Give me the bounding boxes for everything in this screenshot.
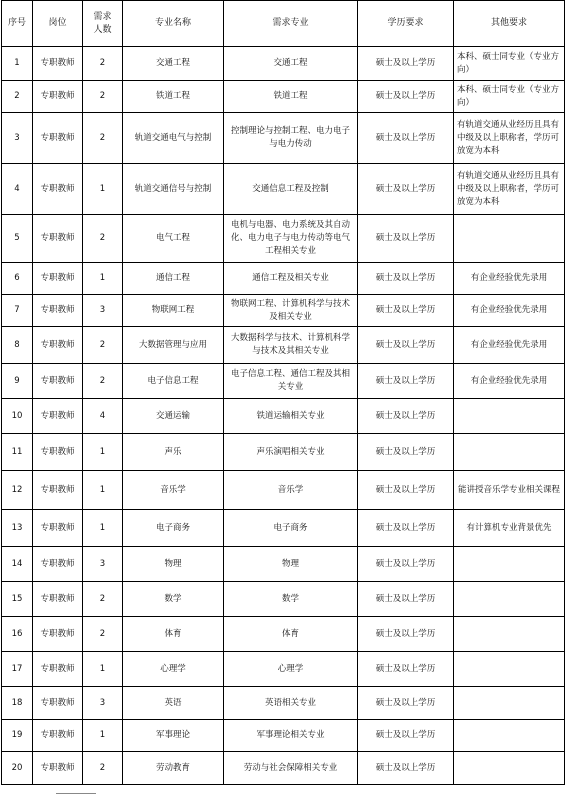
cell-education: 硕士及以上学历 (358, 752, 454, 785)
cell-seq: 8 (2, 327, 33, 364)
cell-education: 硕士及以上学历 (358, 81, 454, 113)
cell-count: 2 (83, 364, 123, 399)
header-other: 其他要求 (454, 1, 565, 47)
cell-major-name: 物理 (123, 547, 224, 582)
cell-seq: 20 (2, 752, 33, 785)
cell-post: 专职教师 (33, 327, 83, 364)
cell-education: 硕士及以上学历 (358, 113, 454, 164)
cell-post: 专职教师 (33, 399, 83, 434)
cell-count: 1 (83, 510, 123, 547)
page-edge-mark (56, 793, 96, 794)
cell-post: 专职教师 (33, 652, 83, 687)
cell-other (454, 434, 565, 471)
cell-education: 硕士及以上学历 (358, 471, 454, 510)
cell-required-major: 军事理论相关专业 (224, 720, 358, 752)
cell-major-name: 大数据管理与应用 (123, 327, 224, 364)
cell-other: 本科、硕士同专业（专业方向） (454, 47, 565, 81)
table-row (2, 652, 565, 687)
cell-required-major: 铁道工程 (224, 81, 358, 113)
cell-other: 能讲授音乐学专业相关课程 (454, 471, 565, 510)
cell-education: 硕士及以上学历 (358, 510, 454, 547)
table-row (2, 687, 565, 720)
cell-post: 专职教师 (33, 434, 83, 471)
cell-required-major: 英语相关专业 (224, 687, 358, 720)
cell-other (454, 547, 565, 582)
cell-post: 专职教师 (33, 263, 83, 295)
header-post: 岗位 (33, 1, 83, 47)
cell-seq: 10 (2, 399, 33, 434)
cell-other (454, 215, 565, 263)
cell-required-major: 大数据科学与技术、计算机科学与技术及其相关专业 (224, 327, 358, 364)
cell-required-major: 心理学 (224, 652, 358, 687)
cell-required-major: 物联网工程、计算机科学与技术及相关专业 (224, 295, 358, 327)
cell-other: 有企业经验优先录用 (454, 327, 565, 364)
cell-count: 1 (83, 164, 123, 215)
cell-required-major: 声乐演唱相关专业 (224, 434, 358, 471)
cell-post: 专职教师 (33, 364, 83, 399)
cell-seq: 1 (2, 47, 33, 81)
cell-major-name: 通信工程 (123, 263, 224, 295)
cell-post: 专职教师 (33, 582, 83, 617)
table-row (2, 295, 565, 327)
cell-required-major: 电子信息工程、通信工程及其相关专业 (224, 364, 358, 399)
cell-major-name: 铁道工程 (123, 81, 224, 113)
cell-seq: 11 (2, 434, 33, 471)
cell-post: 专职教师 (33, 113, 83, 164)
cell-other: 有企业经验优先录用 (454, 295, 565, 327)
table-row (2, 720, 565, 752)
cell-required-major: 电机与电器、电力系统及其自动化、电力电子与电力传动等电气工程相关专业 (224, 215, 358, 263)
cell-education: 硕士及以上学历 (358, 720, 454, 752)
cell-major-name: 电子信息工程 (123, 364, 224, 399)
cell-education: 硕士及以上学历 (358, 263, 454, 295)
cell-required-major: 电子商务 (224, 510, 358, 547)
cell-count: 3 (83, 687, 123, 720)
cell-count: 1 (83, 652, 123, 687)
cell-major-name: 声乐 (123, 434, 224, 471)
cell-count: 1 (83, 471, 123, 510)
cell-post: 专职教师 (33, 164, 83, 215)
cell-count: 1 (83, 434, 123, 471)
cell-other (454, 652, 565, 687)
cell-major-name: 交通运输 (123, 399, 224, 434)
table-row (2, 81, 565, 113)
cell-seq: 19 (2, 720, 33, 752)
cell-other: 有轨道交通从业经历且具有中级及以上职称者，学历可放宽为本科 (454, 113, 565, 164)
cell-post: 专职教师 (33, 752, 83, 785)
cell-post: 专职教师 (33, 215, 83, 263)
recruitment-table (1, 0, 565, 785)
cell-seq: 12 (2, 471, 33, 510)
cell-other: 有计算机专业背景优先 (454, 510, 565, 547)
cell-seq: 2 (2, 81, 33, 113)
cell-seq: 7 (2, 295, 33, 327)
cell-seq: 3 (2, 113, 33, 164)
cell-major-name: 心理学 (123, 652, 224, 687)
cell-seq: 13 (2, 510, 33, 547)
cell-count: 2 (83, 215, 123, 263)
cell-major-name: 体育 (123, 617, 224, 652)
table-row (2, 510, 565, 547)
cell-post: 专职教师 (33, 47, 83, 81)
cell-education: 硕士及以上学历 (358, 164, 454, 215)
cell-seq: 9 (2, 364, 33, 399)
cell-post: 专职教师 (33, 81, 83, 113)
cell-required-major: 劳动与社会保障相关专业 (224, 752, 358, 785)
cell-major-name: 交通工程 (123, 47, 224, 81)
cell-required-major: 物理 (224, 547, 358, 582)
cell-major-name: 电子商务 (123, 510, 224, 547)
table-body (2, 47, 565, 785)
header-seq: 序号 (2, 1, 33, 47)
cell-count: 1 (83, 720, 123, 752)
cell-other (454, 582, 565, 617)
cell-post: 专职教师 (33, 547, 83, 582)
cell-major-name: 劳动教育 (123, 752, 224, 785)
cell-education: 硕士及以上学历 (358, 547, 454, 582)
table-row (2, 752, 565, 785)
header-count: 需求人数 (83, 1, 123, 47)
cell-required-major: 数学 (224, 582, 358, 617)
table-row (2, 47, 565, 81)
cell-count: 2 (83, 81, 123, 113)
cell-seq: 14 (2, 547, 33, 582)
cell-other: 有企业经验优先录用 (454, 364, 565, 399)
cell-seq: 5 (2, 215, 33, 263)
cell-education: 硕士及以上学历 (358, 327, 454, 364)
table-row (2, 263, 565, 295)
cell-other: 有轨道交通从业经历且具有中级及以上职称者，学历可放宽为本科 (454, 164, 565, 215)
cell-major-name: 音乐学 (123, 471, 224, 510)
cell-major-name: 数学 (123, 582, 224, 617)
cell-required-major: 铁道运输相关专业 (224, 399, 358, 434)
table-row (2, 547, 565, 582)
cell-major-name: 轨道交通电气与控制 (123, 113, 224, 164)
cell-education: 硕士及以上学历 (358, 582, 454, 617)
cell-post: 专职教师 (33, 720, 83, 752)
cell-count: 2 (83, 113, 123, 164)
cell-major-name: 电气工程 (123, 215, 224, 263)
table-row (2, 215, 565, 263)
cell-other (454, 617, 565, 652)
cell-seq: 15 (2, 582, 33, 617)
cell-education: 硕士及以上学历 (358, 364, 454, 399)
cell-post: 专职教师 (33, 617, 83, 652)
cell-seq: 16 (2, 617, 33, 652)
cell-seq: 18 (2, 687, 33, 720)
cell-seq: 4 (2, 164, 33, 215)
header-required-major: 需求专业 (224, 1, 358, 47)
cell-seq: 6 (2, 263, 33, 295)
cell-required-major: 体育 (224, 617, 358, 652)
header-row (2, 1, 565, 47)
table-row (2, 364, 565, 399)
cell-other (454, 399, 565, 434)
cell-count: 2 (83, 617, 123, 652)
header-education: 学历要求 (358, 1, 454, 47)
cell-education: 硕士及以上学历 (358, 295, 454, 327)
cell-major-name: 物联网工程 (123, 295, 224, 327)
cell-count: 2 (83, 582, 123, 617)
cell-count: 3 (83, 547, 123, 582)
cell-seq: 17 (2, 652, 33, 687)
cell-post: 专职教师 (33, 295, 83, 327)
cell-count: 2 (83, 752, 123, 785)
cell-major-name: 军事理论 (123, 720, 224, 752)
table-row (2, 113, 565, 164)
cell-major-name: 轨道交通信号与控制 (123, 164, 224, 215)
cell-count: 1 (83, 263, 123, 295)
header-major-name: 专业名称 (123, 1, 224, 47)
table-row (2, 617, 565, 652)
table-row (2, 399, 565, 434)
cell-education: 硕士及以上学历 (358, 434, 454, 471)
cell-education: 硕士及以上学历 (358, 215, 454, 263)
cell-post: 专职教师 (33, 471, 83, 510)
cell-required-major: 交通工程 (224, 47, 358, 81)
table-row (2, 471, 565, 510)
cell-other (454, 752, 565, 785)
cell-count: 2 (83, 327, 123, 364)
cell-education: 硕士及以上学历 (358, 399, 454, 434)
cell-required-major: 控制理论与控制工程、电力电子与电力传动 (224, 113, 358, 164)
cell-post: 专职教师 (33, 510, 83, 547)
table-row (2, 327, 565, 364)
cell-required-major: 通信工程及相关专业 (224, 263, 358, 295)
cell-education: 硕士及以上学历 (358, 652, 454, 687)
cell-count: 2 (83, 47, 123, 81)
cell-education: 硕士及以上学历 (358, 687, 454, 720)
cell-other: 本科、硕士同专业（专业方向） (454, 81, 565, 113)
cell-education: 硕士及以上学历 (358, 47, 454, 81)
cell-other: 有企业经验优先录用 (454, 263, 565, 295)
cell-other (454, 720, 565, 752)
table-row (2, 582, 565, 617)
cell-required-major: 交通信息工程及控制 (224, 164, 358, 215)
cell-count: 4 (83, 399, 123, 434)
cell-other (454, 687, 565, 720)
table-row (2, 434, 565, 471)
cell-education: 硕士及以上学历 (358, 617, 454, 652)
cell-count: 3 (83, 295, 123, 327)
table-row (2, 164, 565, 215)
cell-major-name: 英语 (123, 687, 224, 720)
cell-post: 专职教师 (33, 687, 83, 720)
cell-required-major: 音乐学 (224, 471, 358, 510)
